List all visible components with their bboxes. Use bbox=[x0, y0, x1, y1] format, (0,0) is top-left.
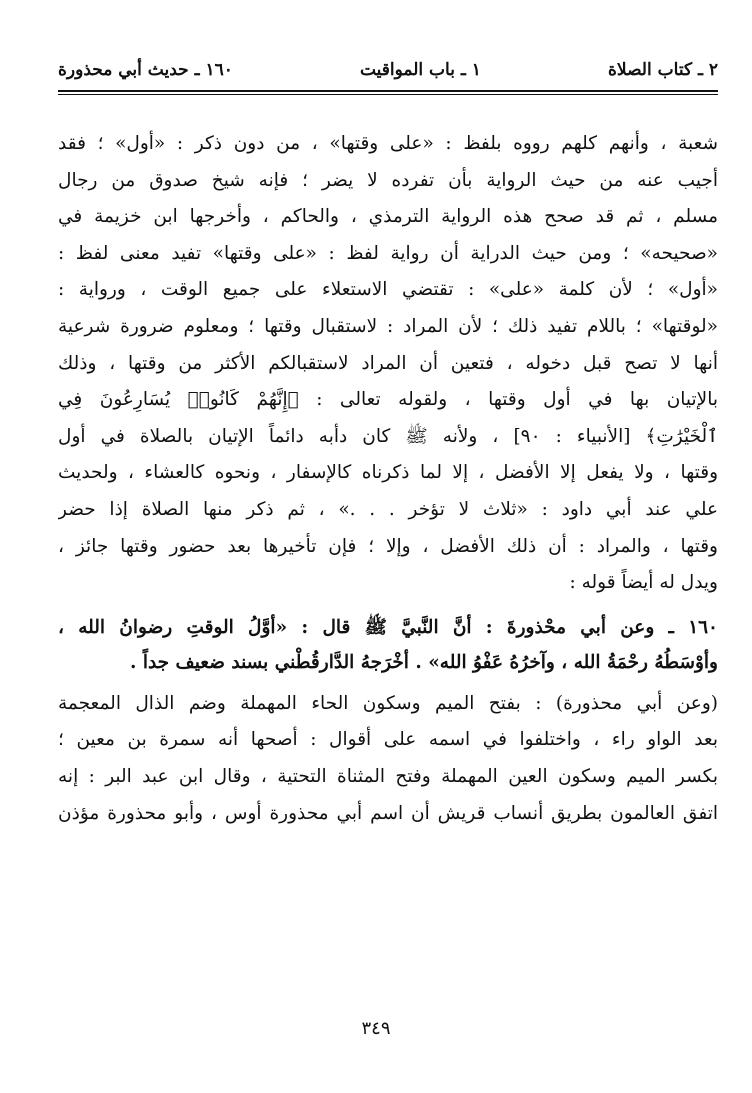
text-line: «لوقتها» ؛ باللام تفيد ذلك ؛ لأن المراد : لاستقبال وقتها ؛ ومعلوم ضرورة شرعية bbox=[58, 315, 718, 337]
text-line: وقتها ، والمراد : أن ذلك الأفضل ، وإلا ؛ فإن تأخيرها بعد حضور وقتها جائز ، bbox=[58, 535, 718, 557]
text-line: «صحيحه» ؛ ومن حيث الدراية أن رواية لفظ : «على وقتها» تفيد معنى لفظ : bbox=[58, 242, 718, 264]
text-line: «أول» ؛ لأن كلمة «على» : تقتضي الاستعلاء على جميع الوقت ، ورواية : bbox=[58, 279, 718, 301]
header-divider bbox=[58, 90, 718, 95]
text-line: بعد الواو راء ، واختلفوا في اسمه على أقوال : أصحها أنه سمرة بن معين ؛ bbox=[58, 729, 718, 751]
text-line: ويدل له أيضاً قوله : bbox=[569, 572, 718, 594]
text-line: مسلم ، ثم قد صحح هذه الرواية الترمذي ، والحاكم ، وأخرجها ابن خزيمة في bbox=[58, 206, 718, 228]
text-line: بكسر الميم وسكون العين المهملة وفتح المثناة التحتية ، وقال ابن عبد البر : إنه bbox=[58, 765, 718, 787]
text-line: أنها لا تصح قبل دخوله ، فتعين أن المراد لاستقبالكم الأكثر من وقتها ، وذلك bbox=[58, 352, 718, 374]
explanation-block bbox=[58, 686, 718, 832]
hadith-line: وأوْسَطُهُ رحْمَةُ الله ، وآخرُهُ عَفْوُ الله» . أخْرَجهُ الدَّارقُطْني بسند ضعيف جداً . bbox=[129, 651, 718, 673]
header-chapter-title: ١ ـ باب المواقيت bbox=[359, 60, 481, 80]
text-line: ٱلْخَيْرَٰتِ﴾ [الأنبياء : ٩٠] ، ولأنه ﷺ كان دأبه دائماً الإتيان بالصلاة في أول bbox=[58, 425, 718, 447]
text-line: اتفق العالمون بطريق أنساب قريش أن اسم أبي محذورة أوس ، وأبو محذورة مؤذن bbox=[58, 802, 718, 824]
commentary-block bbox=[58, 126, 718, 602]
text-line: أجيب عنه من حيث الرواية بأن تفرده لا يضر ؛ فإنه شيخ صدوق من رجال bbox=[58, 169, 718, 191]
hadith-text-block bbox=[58, 610, 718, 680]
page-body bbox=[58, 126, 718, 832]
hadith-line: ١٦٠ ـ وعن أبي محْذورةَ : أنَّ النَّبيَّ ﷺ قال : «أوَّلُ الوقتِ رضوانُ الله ، bbox=[58, 616, 718, 638]
header-book-title: ٢ ـ كتاب الصلاة bbox=[608, 60, 718, 80]
page-number: ٣٤٩ bbox=[361, 1018, 391, 1039]
header-hadith-ref: ١٦٠ ـ حديث أبي محذورة bbox=[58, 60, 233, 80]
text-line: بالإتيان بها في أول وقتها ، ولقوله تعالى : ﴿إِنَّهُمْ كَانُوا۟ يُسَارِعُونَ فِي bbox=[58, 389, 718, 411]
running-header bbox=[58, 50, 718, 90]
text-line: وقتها ، ولا يفعل إلا الأفضل ، إلا لما ذكرناه كالإسفار ، ونحوه كالعشاء ، ولحديث bbox=[58, 462, 718, 484]
text-line: (وعن أبي محذورة) : بفتح الميم وسكون الحاء المهملة وضم الذال المعجمة bbox=[58, 692, 718, 714]
text-line: علي عند أبي داود : «ثلاث لا تؤخر . . .» ، ثم ذكر منها الصلاة إذا حضر bbox=[58, 498, 718, 520]
text-line: شعبة ، وأنهم كلهم رووه بلفظ : «على وقتها» ، من دون ذكر : «أول» ؛ فقد bbox=[58, 133, 718, 154]
